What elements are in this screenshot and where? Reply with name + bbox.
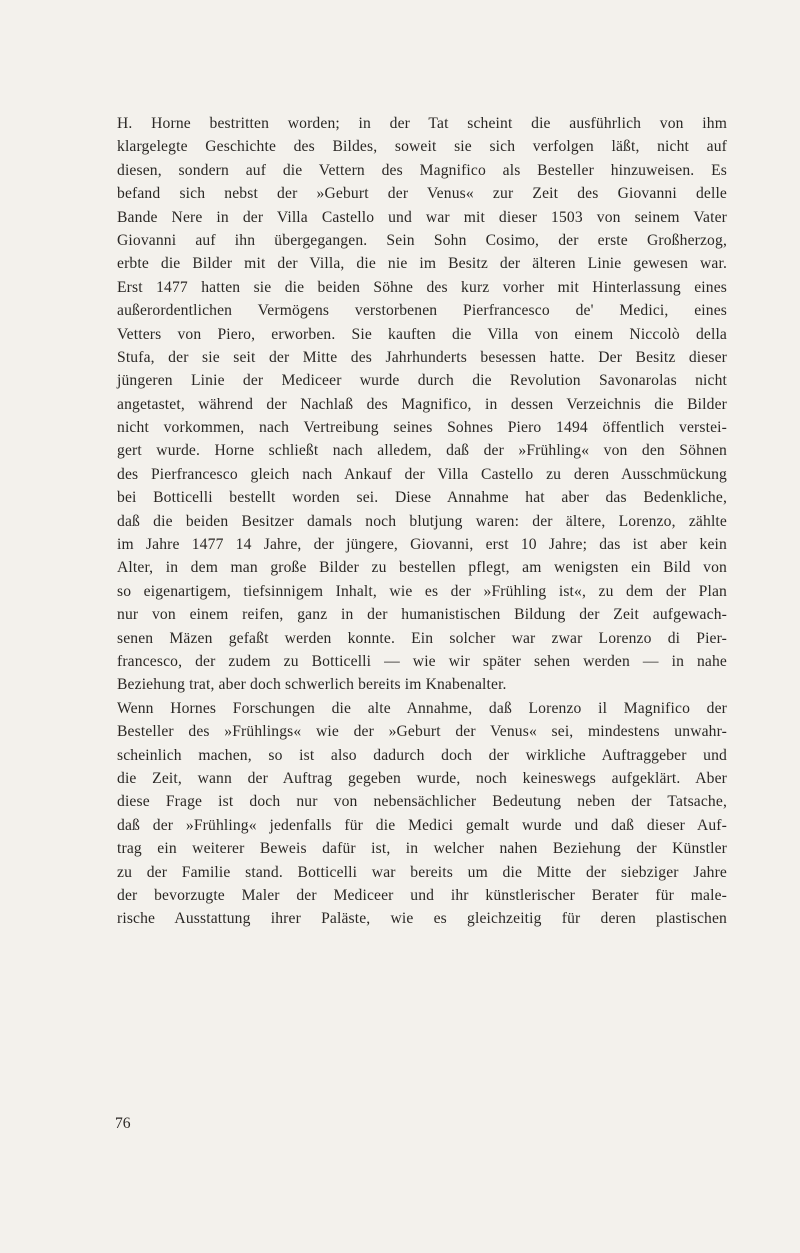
text-line-26: Wenn Hornes Forschungen die alte Annahme, daß Lorenzo il Magnifico der	[117, 699, 727, 717]
text-line-11: Stufa, der sie seit der Mitte des Jahrhunderts besessen hatte. Der Besitz dieser	[117, 348, 727, 366]
text-line-7: erbte die Bilder mit der Villa, die nie im Besitz der älteren Linie gewesen war.	[117, 255, 727, 273]
body-text	[117, 112, 727, 931]
text-line-17: bei Botticelli bestellt worden sei. Diese Annahme hat aber das Bedenkliche,	[117, 489, 727, 507]
text-line-6: Giovanni auf ihn übergegangen. Sein Sohn Cosimo, der erste Großherzog,	[117, 231, 727, 249]
text-line-4: befand sich nebst der »Geburt der Venus« zur Zeit des Giovanni delle	[117, 185, 727, 203]
text-line-23: senen Mäzen gefaßt werden konnte. Ein solcher war zwar Lorenzo di Pier-	[117, 629, 727, 647]
text-line-27: Besteller des »Frühlings« wie der »Geburt der Venus« sei, mindestens unwahr-	[117, 723, 727, 741]
text-line-12: jüngeren Linie der Mediceer wurde durch die Revolution Savonarolas nicht	[117, 372, 727, 390]
text-line-5: Bande Nere in der Villa Castello und war mit dieser 1503 von seinem Vater	[117, 208, 727, 226]
page-number: 76	[115, 1115, 131, 1132]
text-line-25: Beziehung trat, aber doch schwerlich bereits im Knabenalter.	[117, 676, 507, 694]
text-line-24: francesco, der zudem zu Botticelli — wie wir später sehen werden — in nahe	[117, 652, 727, 670]
text-line-31: daß der »Frühling« jedenfalls für die Medici gemalt wurde und daß dieser Auf-	[117, 816, 727, 834]
text-line-21: so eigenartigem, tiefsinnigem Inhalt, wie es der »Frühling ist«, zu dem der Plan	[117, 582, 727, 600]
text-line-19: im Jahre 1477 14 Jahre, der jüngere, Giovanni, erst 10 Jahre; das ist aber kein	[117, 536, 727, 554]
text-line-14: nicht vorkommen, nach Vertreibung seines Sohnes Piero 1494 öffentlich verstei-	[117, 419, 727, 437]
text-line-33: zu der Familie stand. Botticelli war bereits um die Mitte der siebziger Jahre	[117, 863, 727, 881]
text-line-18: daß die beiden Besitzer damals noch blutjung waren: der ältere, Lorenzo, zählte	[117, 512, 727, 530]
text-line-9: außerordentlichen Vermögens verstorbenen Pierfrancesco de' Medici, eines	[117, 302, 727, 320]
text-line-8: Erst 1477 hatten sie die beiden Söhne des kurz vorher mit Hinterlassung eines	[117, 278, 727, 296]
text-line-13: angetastet, während der Nachlaß des Magnifico, in dessen Verzeichnis die Bilder	[117, 395, 727, 413]
text-line-34: der bevorzugte Maler der Mediceer und ihr künstlerischer Berater für male-	[117, 886, 727, 904]
text-line-2: klargelegte Geschichte des Bildes, soweit sie sich verfolgen läßt, nicht auf	[117, 138, 727, 156]
text-line-29: die Zeit, wann der Auftrag gegeben wurde, noch keineswegs aufgeklärt. Aber	[117, 769, 727, 787]
text-line-1: H. Horne bestritten worden; in der Tat scheint die ausführlich von ihm	[117, 115, 727, 132]
text-line-22: nur von einem reifen, ganz in der humanistischen Bildung der Zeit aufgewach-	[117, 606, 727, 624]
text-line-32: trag ein weiterer Beweis dafür ist, in welcher nahen Beziehung der Künstler	[117, 840, 727, 858]
text-line-3: diesen, sondern auf die Vettern des Magnifico als Besteller hinzuweisen. Es	[117, 161, 727, 179]
text-line-20: Alter, in dem man große Bilder zu bestellen pflegt, am wenigsten ein Bild von	[117, 559, 727, 577]
text-line-28: scheinlich machen, so ist also dadurch doch der wirkliche Auftraggeber und	[117, 746, 727, 764]
text-line-30: diese Frage ist doch nur von nebensächlicher Bedeutung neben der Tatsache,	[117, 793, 727, 811]
text-line-15: gert wurde. Horne schließt nach alledem, daß der »Frühling« von den Söhnen	[117, 442, 727, 460]
text-line-16: des Pierfrancesco gleich nach Ankauf der Villa Castello zu deren Ausschmückung	[117, 465, 727, 483]
text-line-10: Vetters von Piero, erworben. Sie kauften die Villa von einem Niccolò della	[117, 325, 727, 343]
text-line-35: rische Ausstattung ihrer Paläste, wie es gleichzeitig für deren plastischen	[117, 910, 727, 928]
